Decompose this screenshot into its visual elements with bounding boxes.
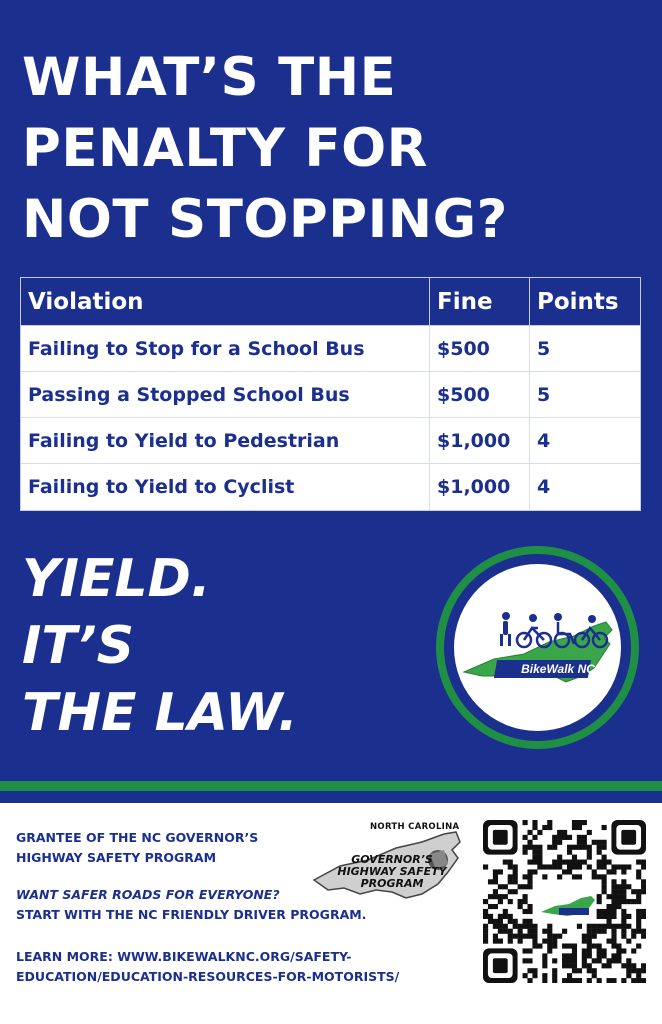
- nc-map-icon: [454, 564, 621, 731]
- badge-inner: [454, 564, 621, 731]
- ghsp-logo: [310, 820, 465, 905]
- learn-more-line-2: EDUCATION/EDUCATION-RESOURCES-FOR-MOTORISTS/: [16, 969, 400, 984]
- cell-points: 4: [529, 464, 640, 510]
- qr-code-graphic: [483, 820, 646, 983]
- cell-fine: $1,000: [429, 464, 529, 510]
- table-row: [21, 372, 640, 418]
- headline-line-3: NOT STOPPING?: [22, 189, 508, 250]
- bikewalk-badge: [436, 546, 639, 749]
- cell-violation: Failing to Yield to Cyclist: [28, 476, 295, 498]
- slogan-line-1: YIELD.: [22, 549, 211, 609]
- table-row: [21, 418, 640, 464]
- learn-more-text: [16, 947, 399, 987]
- table-row: [21, 326, 640, 372]
- green-stripe: [0, 781, 662, 791]
- learn-more-line-1: LEARN MORE: WWW.BIKEWALKNC.ORG/SAFETY-: [16, 949, 352, 964]
- cell-points: 5: [529, 372, 640, 417]
- pedestrian-icon: [500, 612, 511, 646]
- slogan-line-3: THE LAW.: [22, 683, 298, 743]
- badge-logo-text: BikeWalk NC: [521, 662, 595, 676]
- headline-line-1: WHAT’S THE: [22, 47, 397, 108]
- table-row: [21, 464, 640, 510]
- ghsp-line-3: PROGRAM: [360, 877, 424, 890]
- cell-violation: Passing a Stopped School Bus: [28, 383, 350, 406]
- grantee-line-1: GRANTEE OF THE NC GOVERNOR’S: [16, 830, 259, 845]
- cell-fine: $1,000: [429, 418, 529, 463]
- ghsp-state: NORTH CAROLINA: [370, 822, 460, 832]
- badge-ring: [444, 554, 631, 741]
- safer-question: WANT SAFER ROADS FOR EVERYONE?: [16, 887, 280, 902]
- blue-stripe: [0, 791, 662, 803]
- cell-points: 4: [529, 418, 640, 463]
- safer-cta: START WITH THE NC FRIENDLY DRIVER PROGRAM.: [16, 907, 367, 922]
- slogan: [22, 546, 298, 747]
- qr-code-icon: [483, 820, 646, 983]
- table-header-row: [21, 278, 640, 326]
- headline: [22, 42, 642, 255]
- cell-violation: Failing to Yield to Pedestrian: [28, 429, 340, 452]
- slogan-line-2: IT’S: [22, 616, 135, 676]
- cell-fine: $500: [429, 326, 529, 371]
- grantee-line-2: HIGHWAY SAFETY PROGRAM: [16, 850, 217, 865]
- penalty-table: [20, 277, 641, 511]
- ghsp-line-2: HIGHWAY SAFETY: [337, 865, 447, 878]
- cell-points: 5: [529, 326, 640, 371]
- grantee-text: [16, 828, 258, 868]
- ghsp-line-1: GOVERNOR’S: [351, 853, 433, 866]
- header-fine: Fine: [429, 278, 529, 325]
- header-points: Points: [529, 278, 640, 325]
- header-violation: Violation: [28, 288, 144, 315]
- headline-line-2: PENALTY FOR: [22, 118, 428, 179]
- cell-fine: $500: [429, 372, 529, 417]
- cell-violation: Failing to Stop for a School Bus: [28, 337, 365, 360]
